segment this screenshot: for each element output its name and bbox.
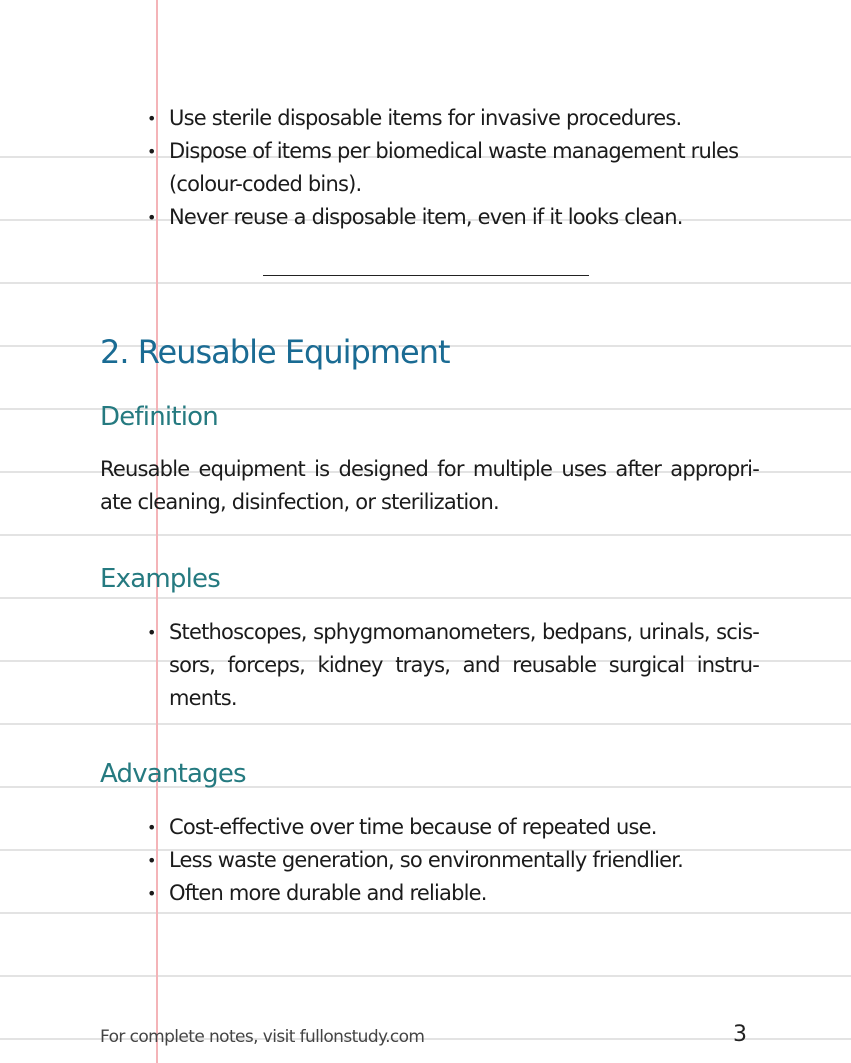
list-item: • Never reuse a disposable item, even if it looks clean. [169,201,759,234]
definition-heading: Definition [100,402,218,432]
page-number: 3 [733,1022,747,1047]
list-item: • Less waste generation, so environmentally friendlier. [169,844,759,877]
list-item: • Dispose of items per biomedical waste management rules (colour-coded bins). [169,135,759,201]
list-item: • Use sterile disposable items for invasive procedures. [169,102,759,135]
examples-heading: Examples [100,564,220,594]
advantages-list [169,811,759,910]
examples-list [169,616,759,715]
advantages-heading: Advantages [100,759,246,789]
ruled-line [0,723,851,725]
list-item: • Stethoscopes, sphygmomanometers, bedpans, urinals, scis-sors, forceps, kidney trays, and reusable surgical instru-ments. [169,616,759,715]
ruled-line [0,282,851,284]
section-title: 2. Reusable Equipment [100,333,450,371]
disposable-rules-list [169,102,759,234]
ruled-line [0,534,851,536]
margin-line [156,0,158,1063]
ruled-line [0,912,851,914]
list-item: • Cost-effective over time because of repeated use. [169,811,759,844]
section-divider [263,275,589,276]
ruled-line [0,975,851,977]
ruled-line [0,597,851,599]
footer-link-text: For complete notes, visit fullonstudy.com [100,1027,425,1047]
list-item: • Often more durable and reliable. [169,877,759,910]
definition-text: Reusable equipment is designed for multiple uses after appropri-ate cleaning, disinfection, or sterilization. [100,457,759,514]
